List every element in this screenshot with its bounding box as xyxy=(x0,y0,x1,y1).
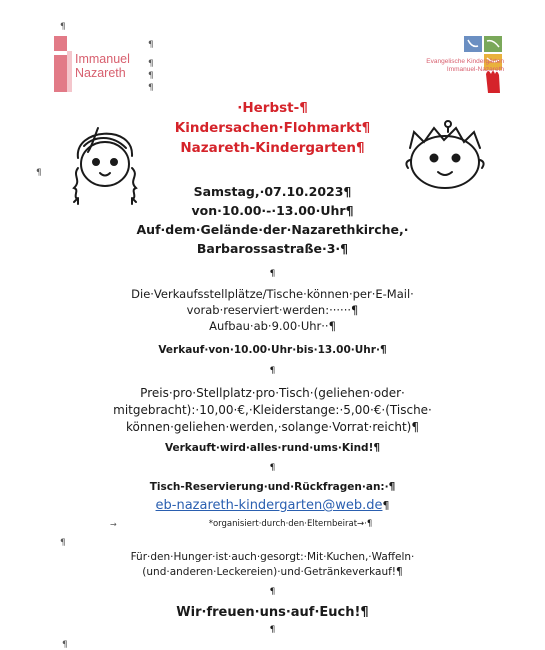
pilcrow-mark: ¶ xyxy=(60,538,66,548)
blank-paragraph: ¶ xyxy=(269,625,276,635)
pilcrow-mark: ¶ xyxy=(148,71,154,81)
blank-paragraph: ¶ xyxy=(269,366,276,376)
food-text-1: Für·den·Hunger·ist·auch·gesorgt:·Mit·Kuchen,·Waffeln· xyxy=(130,551,415,563)
price-text-3: können·geliehen·werden,·solange·Vorrat·reicht)¶ xyxy=(126,420,419,434)
sale-time: Verkauf·von·10.00·Uhr·bis·13.00·Uhr·¶ xyxy=(158,344,387,356)
blank-paragraph: ¶ xyxy=(269,269,276,279)
pilcrow-mark: ¶ xyxy=(36,168,42,178)
email-pilcrow: ¶ xyxy=(382,499,390,512)
logo-right-line1: Evangelische Kindergärten xyxy=(426,58,504,65)
evangelische-kindergaerten-logo xyxy=(392,36,504,96)
title-line-2: Kindersachen·Flohmarkt¶ xyxy=(174,120,371,136)
blank-paragraph: ¶ xyxy=(269,463,276,473)
event-place-1: Auf·dem·Gelände·der·Nazarethkirche,· xyxy=(136,222,409,237)
immanuel-nazareth-logo xyxy=(54,36,144,92)
setup-time: Aufbau·ab·9.00·Uhr··¶ xyxy=(209,319,336,333)
blank-paragraph: ¶ xyxy=(269,587,276,597)
pilcrow-mark: ¶ xyxy=(148,83,154,93)
price-text-2: mitgebracht):·10,00·€,·Kleiderstange:·5,00·€·(Tische· xyxy=(113,403,432,417)
contact-label: Tisch-Reservierung·und·Rückfragen·an:·¶ xyxy=(149,481,396,493)
reservation-text-1: Die·Verkaufsstellplätze/Tische·können·per·E-Mail· xyxy=(131,287,414,301)
logo-right-line2: Immanuel-Nazareth xyxy=(446,66,504,73)
logo-left-line1: Immanuel xyxy=(75,52,130,66)
event-date: Samstag,·07.10.2023¶ xyxy=(193,184,352,199)
contact-email-link[interactable]: eb-nazareth-kindergarten@web.de xyxy=(155,498,383,513)
closing-line: Wir·freuen·uns·auf·Euch!¶ xyxy=(176,605,369,620)
event-place-2: Barbarossastraße·3·¶ xyxy=(196,241,349,256)
reservation-text-2: vorab·reserviert·werden:······¶ xyxy=(186,303,359,317)
everything-sold-note: Verkauft·wird·alles·rund·ums·Kind!¶ xyxy=(164,442,381,454)
logo-left-line2: Nazareth xyxy=(75,66,126,80)
event-time: von·10.00·-·13.00·Uhr¶ xyxy=(191,203,354,218)
title-line-1: ·Herbst-¶ xyxy=(237,100,308,116)
pilcrow-mark: ¶ xyxy=(148,59,154,69)
church-cross-icon xyxy=(54,36,74,92)
pilcrow-mark: ¶ xyxy=(148,40,154,50)
pilcrow-mark: ¶ xyxy=(62,640,68,650)
food-text-2: (und·anderen·Leckereien)·und·Getränkeverkauf!¶ xyxy=(142,566,403,578)
title-line-3: Nazareth-Kindergarten¶ xyxy=(180,140,365,156)
price-text-1: Preis·pro·Stellplatz·pro·Tisch·(geliehen·oder· xyxy=(140,386,405,400)
organizer-note: *organisiert·durch·den·Elternbeirat→·¶ xyxy=(208,519,373,529)
tab-arrow-mark: → xyxy=(110,520,117,529)
pilcrow-mark: ¶ xyxy=(60,22,66,32)
